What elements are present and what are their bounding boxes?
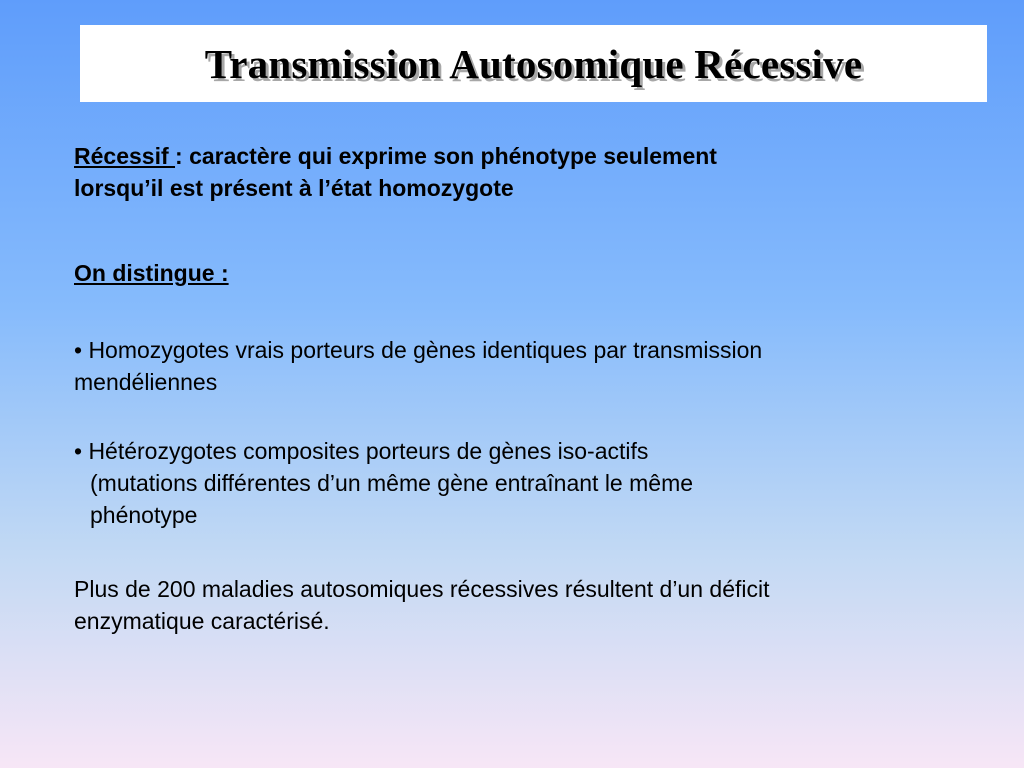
bullet-item-homozygotes bbox=[74, 334, 954, 398]
closing-line-2: enzymatique caractérisé. bbox=[74, 608, 330, 634]
closing-line-1: Plus de 200 maladies autosomiques récessives résultent d’un déficit bbox=[74, 576, 770, 602]
closing-paragraph bbox=[74, 573, 954, 637]
definition-line-2: lorsqu’il est présent à l’état homozygote bbox=[74, 175, 514, 201]
definition-term: Récessif bbox=[74, 143, 176, 169]
title-box bbox=[80, 25, 987, 102]
definition-line-1 bbox=[74, 140, 954, 172]
subheading: On distingue : bbox=[74, 260, 229, 286]
definition-paragraph bbox=[74, 140, 954, 204]
bullet-2-line-1: • Hétérozygotes composites porteurs de gènes iso-actifs bbox=[74, 438, 649, 464]
bullet-1-line-1: • Homozygotes vrais porteurs de gènes identiques par transmission bbox=[74, 337, 763, 363]
slide-title: Transmission Autosomique Récessive bbox=[204, 40, 863, 87]
bullet-item-heterozygotes bbox=[74, 435, 954, 531]
bullet-2-line-3: phénotype bbox=[90, 502, 198, 528]
bullet-2-line-2: (mutations différentes d’un même gène entraînant le même bbox=[90, 470, 694, 496]
definition-text-1: : caractère qui exprime son phénotype seulement bbox=[175, 143, 717, 169]
bullet-1-line-2: mendéliennes bbox=[74, 369, 218, 395]
